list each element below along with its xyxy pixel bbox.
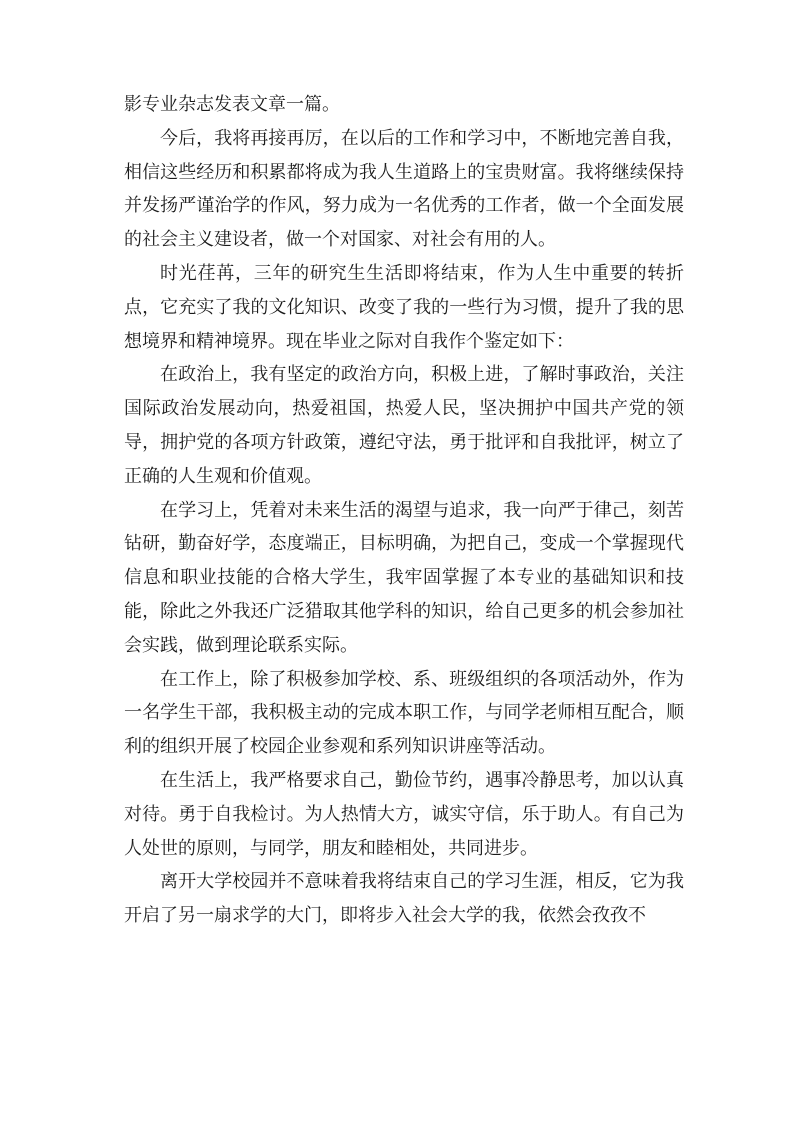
document-body xyxy=(124,88,684,933)
paragraph-continuation: 影专业杂志发表文章一篇。 xyxy=(124,94,340,115)
paragraph-work: 在工作上，除了积极参加学校、系、班级组织的各项活动外，作为一名学生干部，我积极主动的完成本职工作，与同学老师相互配合，顺利的组织开展了校园企业参观和系列知识讲座等活动。 xyxy=(124,668,684,758)
paragraph-study: 在学习上，凭着对未来生活的渴望与追求，我一向严于律己，刻苦钻研，勤奋好学，态度端正，目标明确，为把自己，变成一个掌握现代信息和职业技能的合格大学生，我牢固掌握了本专业的基础知识和技能，除此之外我还广泛猎取其他学科的知识，给自己更多的机会参加社会实践，做到理论联系实际。 xyxy=(124,499,684,656)
paragraph-introduction: 时光荏苒，三年的研究生生活即将结束，作为人生中重要的转折点，它充实了我的文化知识、改变了我的一些行为习惯，提升了我的思想境界和精神境界。现在毕业之际对自我作个鉴定如下： xyxy=(124,262,684,352)
paragraph-leaving-campus: 离开大学校园并不意味着我将结束自己的学习生涯，相反，它为我开启了另一扇求学的大门，即将步入社会大学的我，依然会孜孜不 xyxy=(124,871,684,927)
paragraph-politics: 在政治上，我有坚定的政治方向，积极上进，了解时事政治，关注国际政治发展动向，热爱祖国，热爱人民，坚决拥护中国共产党的领导，拥护党的各项方针政策，遵纪守法，勇于批评和自我批评，树立了正确的人生观和价值观。 xyxy=(124,364,684,487)
paragraph-future-plans: 今后，我将再接再厉，在以后的工作和学习中，不断地完善自我，相信这些经历和积累都将成为我人生道路上的宝贵财富。我将继续保持并发扬严谨治学的作风，努力成为一名优秀的工作者，做一个全面发展的社会主义建设者，做一个对国家、对社会有用的人。 xyxy=(124,127,684,251)
paragraph-life: 在生活上，我严格要求自己，勤俭节约，遇事冷静思考，加以认真对待。勇于自我检讨。为人热情大方，诚实守信，乐于助人。有自己为人处世的原则，与同学，朋友和睦相处，共同进步。 xyxy=(124,769,684,859)
